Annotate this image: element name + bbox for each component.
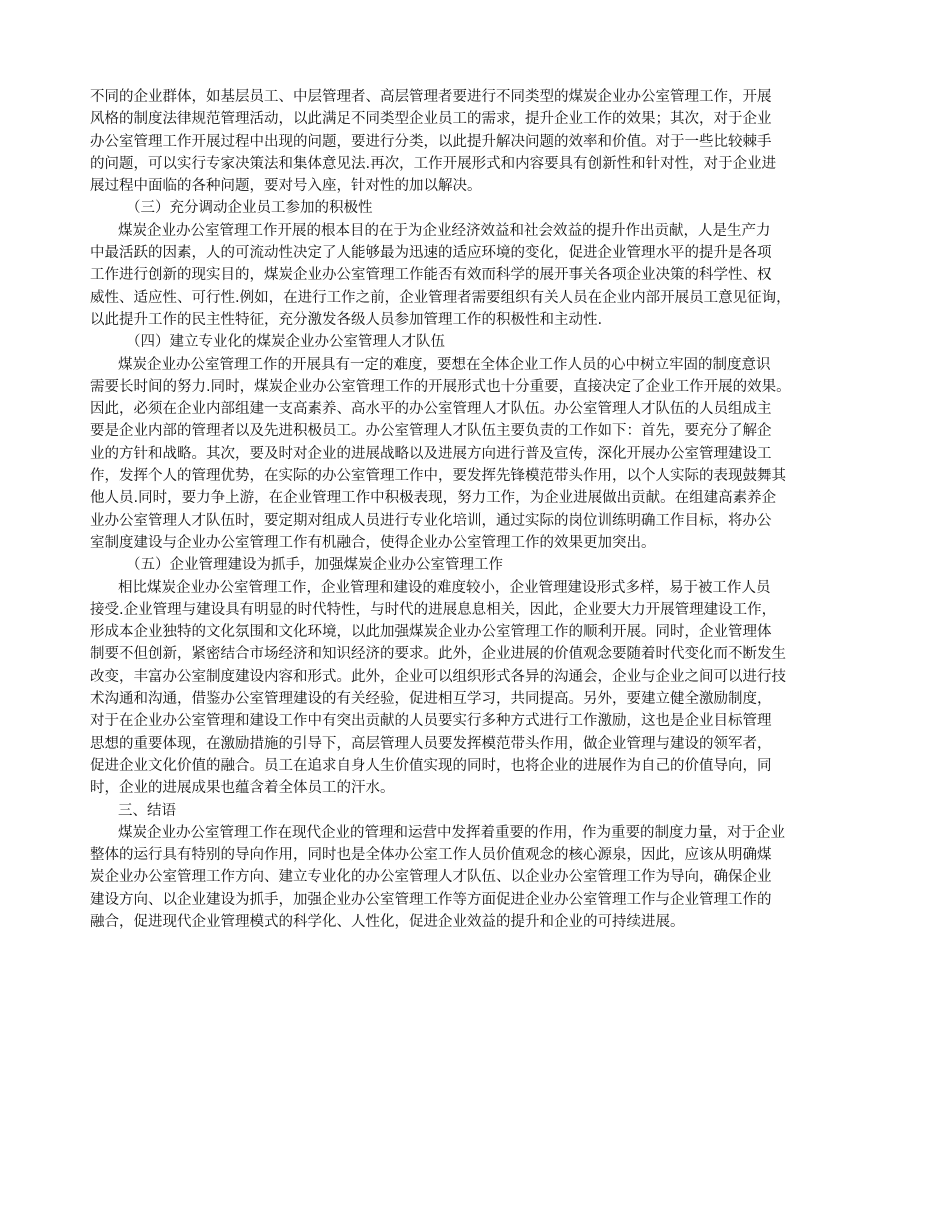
section-heading: 三、结语 — [118, 802, 176, 819]
text-line: 风格的制度法律规范管理活动，以此满足不同类型企业员工的需求，提升企业工作的效果；其次，对于企业 — [90, 111, 772, 128]
text-line: 不同的企业群体，如基层员工、中层管理者、高层管理者要进行不同类型的煤炭企业办公室管理工作，开展 — [90, 89, 772, 105]
text-line: 因此，必须在企业内部组建一支高素养、高水平的办公室管理人才队伍。办公室管理人才队伍的人员组成主 — [90, 401, 772, 418]
text-line: 工作进行创新的现实目的，煤炭企业办公室管理工作能否有效而科学的展开事关各项企业决策的科学性、权 — [90, 267, 772, 284]
text-line: 办公室管理工作开展过程中出现的问题，要进行分类，以此提升解决问题的效率和价值。对于一些比较棘手 — [90, 133, 772, 150]
text-line: 炭企业办公室管理工作方向、建立专业化的办公室管理人才队伍、以企业办公室管理工作为导向，确保企业 — [90, 869, 772, 886]
body-text — [90, 86, 870, 933]
text-line: 以此提升工作的民主性特征，充分激发各级人员参加管理工作的积极性和主动性. — [90, 311, 603, 328]
text-line: 他人员.同时，要力争上游，在企业管理工作中积极表现，努力工作，为企业进展做出贡献。在组建高素养企 — [90, 490, 777, 507]
text-line: 煤炭企业办公室管理工作开展的根本目的在于为企业经济效益和社会效益的提升作出贡献，人是生产力 — [118, 222, 771, 239]
text-line: 融合，促进现代企业管理模式的科学化、人性化，促进企业效益的提升和企业的可持续进展。 — [90, 913, 685, 930]
text-line: 对于在企业办公室管理和建设工作中有突出贡献的人员要实行多种方式进行工作激励，这也是企业目标管理 — [90, 713, 772, 730]
text-line: 煤炭企业办公室管理工作在现代企业的管理和运营中发挥着重要的作用，作为重要的制度力量，对于企业 — [118, 824, 785, 841]
text-line: 思想的重要体现，在激励措施的引导下，高层管理人员要发挥模范带头作用，做企业管理与建设的领军者， — [90, 735, 772, 752]
text-line: 建设方向、以企业建设为抓手，加强企业办公室管理工作等方面促进企业办公室管理工作与企业管理工作的 — [90, 891, 772, 908]
text-line: 术沟通和沟通，借鉴办公室管理建设的有关经验，促进相互学习，共同提高。另外，要建立健全激励制度， — [90, 691, 772, 708]
text-line: 接受.企业管理与建设具有明显的时代特性，与时代的进展息息相关，因此，企业要大力开展管理建设工作， — [90, 601, 777, 618]
text-line: 业办公室管理人才队伍时，要定期对组成人员进行专业化培训，通过实际的岗位训练明确工作目标，将办公 — [90, 512, 772, 529]
text-line: 作，发挥个人的管理优势，在实际的办公室管理工作中，要发挥先锋模范带头作用，以个人实际的表现鼓舞其 — [90, 468, 786, 485]
text-line: 业的方针和战略。其次，要及时对企业的进展战略以及进展方向进行普及宣传，深化开展办公室管理建设工 — [90, 445, 772, 462]
text-line: 展过程中面临的各种问题，要对号入座，针对性的加以解决。 — [90, 178, 482, 195]
text-line: 需要长时间的努力.同时，煤炭企业办公室管理工作的开展形式也十分重要，直接决定了企业工作开展的效果。 — [90, 378, 791, 395]
text-line: 制要不但创新，紧密结合市场经济和知识经济的要求。此外，企业进展的价值观念要随着时代变化而不断发生 — [90, 646, 786, 663]
text-line: 形成本企业独特的文化氛围和文化环境，以此加强煤炭企业办公室管理工作的顺利开展。同时，企业管理体 — [90, 624, 772, 641]
section-heading: （四）建立专业化的煤炭企业办公室管理人才队伍 — [126, 334, 445, 351]
text-line: 中最活跃的因素，人的可流动性决定了人能够最为迅速的适应环境的变化，促进企业管理水平的提升是各项 — [90, 245, 772, 262]
text-line: 的问题，可以实行专家决策法和集体意见法.再次，工作开展形式和内容要具有创新性和针对性，对于企业进 — [90, 155, 777, 172]
section-heading: （三）充分调动企业员工参加的积极性 — [126, 200, 373, 217]
section-heading: （五）企业管理建设为抓手，加强煤炭企业办公室管理工作 — [126, 557, 503, 574]
text-line: 时，企业的进展成果也蕴含着全体员工的汗水。 — [90, 780, 395, 797]
text-line: 要是企业内部的管理者以及先进积极员工。办公室管理人才队伍主要负责的工作如下：首先，要充分了解企 — [90, 423, 772, 440]
text-line: 促进企业文化价值的融合。员工在追求自身人生价值实现的同时，也将企业的进展作为自己的价值导向，同 — [90, 757, 772, 774]
text-line: 整体的运行具有特别的导向作用，同时也是全体办公室工作人员价值观念的核心源泉，因此，应该从明确煤 — [90, 847, 772, 864]
text-line: 威性、适应性、可行性.例如，在进行工作之前，企业管理者需要组织有关人员在企业内部开展员工意见征询， — [90, 289, 791, 306]
text-line: 煤炭企业办公室管理工作的开展具有一定的难度，要想在全体企业工作人员的心中树立牢固的制度意识 — [118, 356, 771, 373]
text-line: 室制度建设与企业办公室管理工作有机融合，使得企业办公室管理工作的效果更加突出。 — [90, 534, 656, 551]
text-line: 相比煤炭企业办公室管理工作，企业管理和建设的难度较小，企业管理建设形式多样，易于被工作人员 — [118, 579, 771, 596]
text-line: 改变，丰富办公室制度建设内容和形式。此外，企业可以组织形式各异的沟通会，企业与企业之间可以进行技 — [90, 668, 786, 685]
